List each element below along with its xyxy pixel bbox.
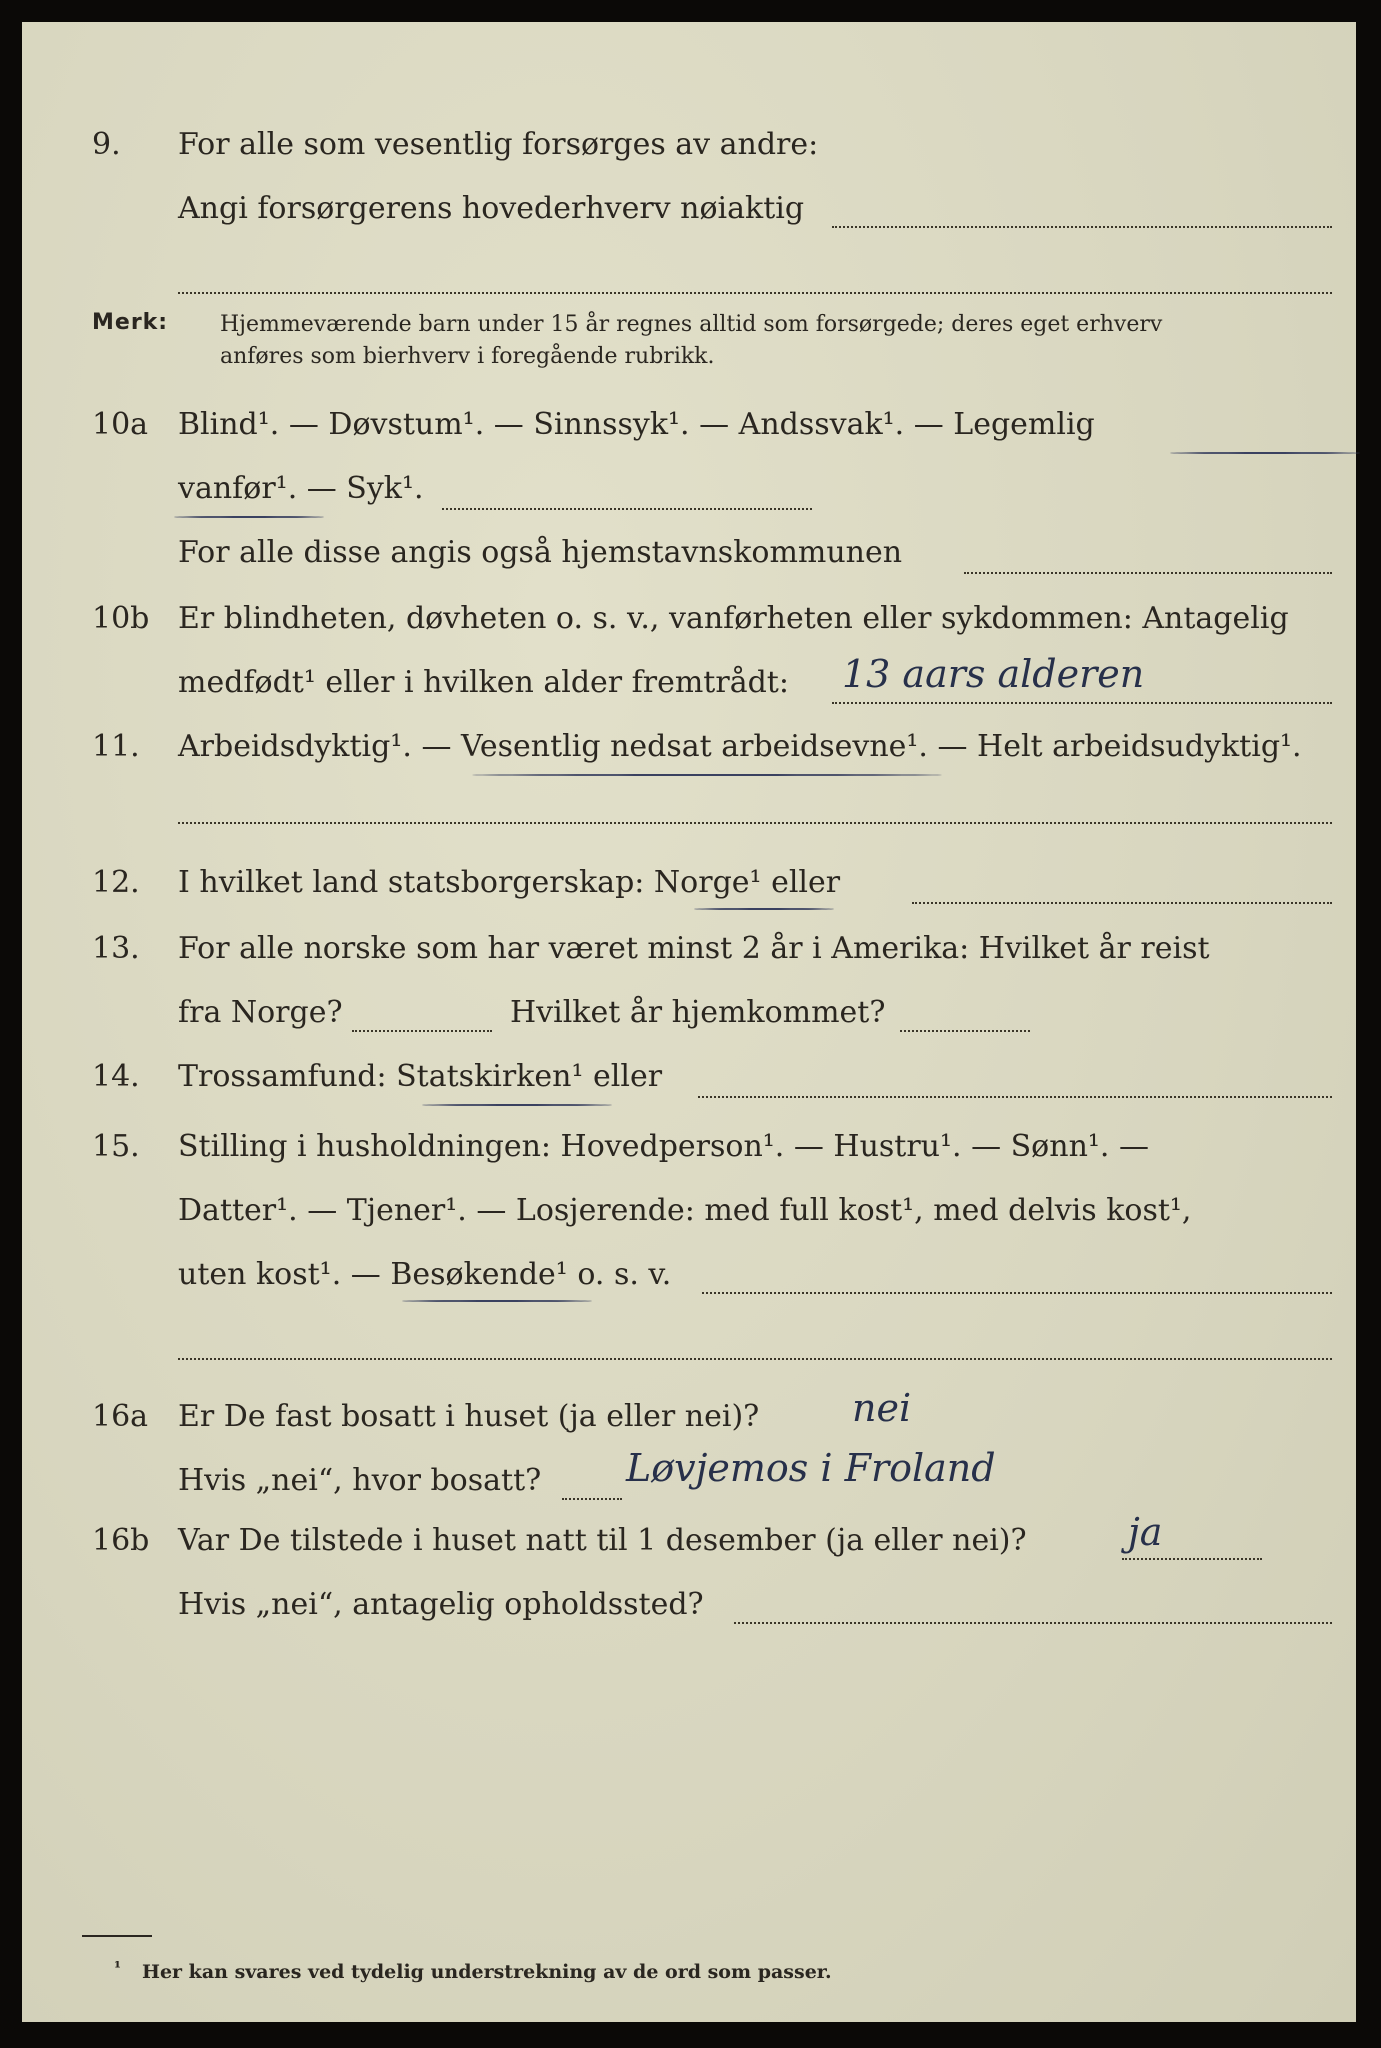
item-16b-number: 16b bbox=[92, 1523, 150, 1558]
item-12-line1: I hvilket land statsborgerskap: Norge¹ eller bbox=[178, 865, 841, 900]
item-10a-line3: For alle disse angis også hjemstavnskommunen bbox=[178, 535, 903, 570]
item-9-line1: For alle som vesentlig forsørges av andre: bbox=[178, 127, 819, 162]
item-16a-handwritten-answer2: Løvjemos i Froland bbox=[626, 1446, 996, 1490]
item-13-line1: For alle norske som har været minst 2 år i Amerika: Hvilket år reist bbox=[178, 931, 1210, 966]
item-10a-hjemstavn-field[interactable] bbox=[964, 572, 1332, 574]
item-15-answer-field-2[interactable] bbox=[178, 1358, 1332, 1360]
item-10b-line2: medfødt¹ eller i hvilken alder fremtrådt: bbox=[178, 665, 789, 700]
item-10b-line1: Er blindheten, døvheten o. s. v., vanførheten eller sykdommen: Antagelig bbox=[178, 601, 1289, 636]
merk-line2: anføres som bierhverv i foregående rubrikk. bbox=[220, 344, 715, 369]
item-15-line1: Stilling i husholdningen: Hovedperson¹. — Hustru¹. — Sønn¹. — bbox=[178, 1129, 1149, 1164]
item-16a-handwritten-answer1: nei bbox=[852, 1386, 912, 1430]
item-16a-line2: Hvis „nei“, hvor bosatt? bbox=[178, 1463, 542, 1498]
item-13-line2a: fra Norge? bbox=[178, 995, 343, 1030]
item-10a-line2: vanfør¹. — Syk¹. bbox=[178, 471, 424, 506]
merk-label: Merk: bbox=[92, 310, 169, 335]
item-9-answer-field[interactable] bbox=[832, 226, 1332, 228]
item-9-answer-field-2[interactable] bbox=[178, 292, 1332, 294]
item-13-line2b: Hvilket år hjemkommet? bbox=[510, 995, 886, 1030]
item-10a-line1: Blind¹. — Døvstum¹. — Sinnssyk¹. — Andssvak¹. — Legemlig bbox=[178, 407, 1095, 442]
item-15-line2: Datter¹. — Tjener¹. — Losjerende: med full kost¹, med delvis kost¹, bbox=[178, 1193, 1192, 1228]
besokende-underline bbox=[402, 1300, 592, 1302]
statskirken-underline bbox=[422, 1104, 612, 1106]
merk-line1: Hjemmeværende barn under 15 år regnes alltid som forsørgede; deres eget erhverv bbox=[220, 312, 1163, 337]
item-16b-opholdssted-field[interactable] bbox=[734, 1622, 1332, 1624]
footnote-text: Her kan svares ved tydelig understrekning av de ord som passer. bbox=[142, 1961, 832, 1983]
item-15-line3: uten kost¹. — Besøkende¹ o. s. v. bbox=[178, 1257, 672, 1292]
item-10a-answer-field[interactable] bbox=[442, 508, 812, 510]
item-16a-number: 16a bbox=[92, 1399, 149, 1434]
item-10b-answer-field[interactable] bbox=[832, 702, 1332, 704]
item-15-number: 15. bbox=[92, 1129, 140, 1164]
item-11-number: 11. bbox=[92, 729, 140, 764]
item-12-number: 12. bbox=[92, 865, 140, 900]
footnote-marker: ¹ bbox=[114, 1958, 122, 1977]
legemlig-underline bbox=[1170, 452, 1360, 454]
vesentlig-underline bbox=[472, 774, 942, 776]
item-10b-handwritten-answer: 13 aars alderen bbox=[842, 652, 1145, 696]
item-14-number: 14. bbox=[92, 1059, 140, 1094]
item-9-line2: Angi forsørgerens hovederhverv nøiaktig bbox=[178, 191, 805, 226]
item-14-line1: Trossamfund: Statskirken¹ eller bbox=[178, 1059, 663, 1094]
vanfor-underline bbox=[174, 516, 324, 518]
item-16b-answer-field[interactable] bbox=[1122, 1558, 1262, 1560]
item-13-number: 13. bbox=[92, 931, 140, 966]
item-16a-line1: Er De fast bosatt i huset (ja eller nei)? bbox=[178, 1399, 760, 1434]
footnote-rule bbox=[82, 1935, 152, 1937]
item-11-answer-field[interactable] bbox=[178, 822, 1332, 824]
item-11-line1: Arbeidsdyktig¹. — Vesentlig nedsat arbeidsevne¹. — Helt arbeidsudyktig¹. bbox=[178, 729, 1302, 764]
item-16b-handwritten-answer1: ja bbox=[1128, 1510, 1163, 1554]
item-15-answer-field[interactable] bbox=[702, 1292, 1332, 1294]
item-12-answer-field[interactable] bbox=[912, 902, 1332, 904]
item-16b-line1: Var De tilstede i huset natt til 1 desember (ja eller nei)? bbox=[178, 1523, 1027, 1558]
item-13-hjemkommet-field[interactable] bbox=[900, 1030, 1030, 1032]
item-10a-number: 10a bbox=[92, 407, 149, 442]
item-10b-number: 10b bbox=[92, 601, 150, 636]
item-16b-line2: Hvis „nei“, antagelig opholdssted? bbox=[178, 1587, 704, 1622]
item-16a-bosatt-lead bbox=[562, 1498, 622, 1500]
census-form-page bbox=[22, 22, 1356, 2022]
item-9-number: 9. bbox=[92, 127, 121, 162]
item-13-reist-field[interactable] bbox=[352, 1030, 492, 1032]
norge-underline bbox=[694, 908, 834, 910]
item-14-answer-field[interactable] bbox=[698, 1096, 1332, 1098]
